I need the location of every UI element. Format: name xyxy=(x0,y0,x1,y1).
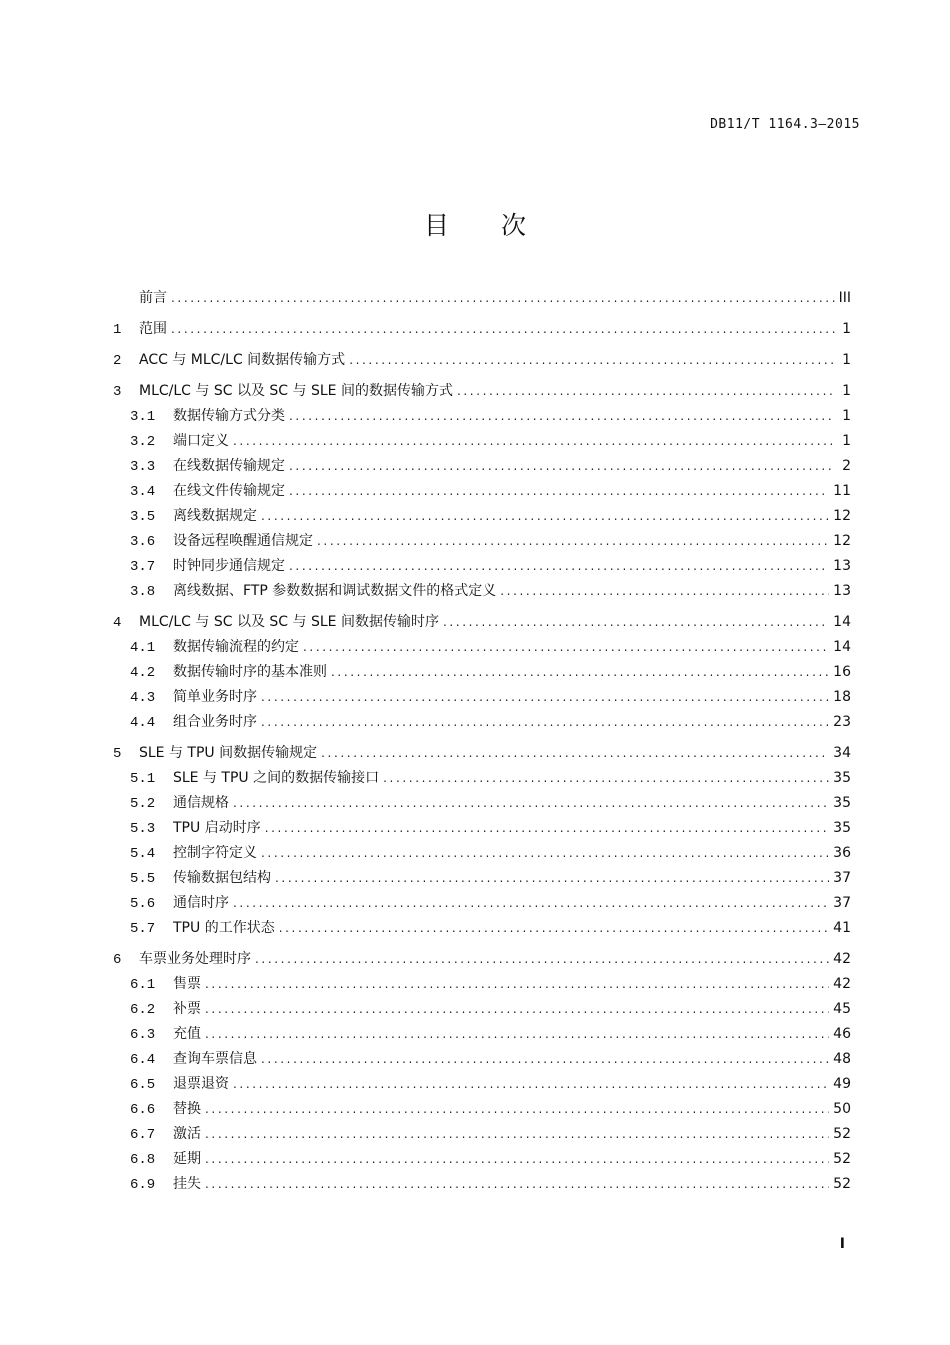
toc-entry-page: 13 xyxy=(833,558,851,574)
toc-entry-page: 12 xyxy=(833,533,851,549)
dot-leader xyxy=(457,384,835,398)
toc-entry-page: 1 xyxy=(842,352,851,368)
toc-entry-page: 13 xyxy=(833,583,851,599)
dot-leader xyxy=(261,509,829,523)
toc-entry-page: 14 xyxy=(833,639,851,655)
toc-entry-label: 在线数据传输规定 xyxy=(173,458,285,474)
toc-entry-number: 6.6 xyxy=(130,1102,156,1118)
toc-entry-page: 12 xyxy=(833,508,851,524)
toc-entry-page: 52 xyxy=(833,1126,851,1142)
dot-leader xyxy=(500,584,829,598)
toc-entry-label: SLE 与 TPU 之间的数据传输接口 xyxy=(173,770,380,786)
dot-leader xyxy=(321,746,829,760)
dot-leader xyxy=(349,353,835,367)
toc-entry-page: 35 xyxy=(833,820,851,836)
toc-entry[interactable] xyxy=(113,948,851,973)
toc-entry-number: 5.3 xyxy=(130,821,156,837)
toc-entry[interactable] xyxy=(113,580,851,605)
toc-entry-page: 1 xyxy=(842,408,851,424)
toc-entry-page: 11 xyxy=(833,483,851,499)
toc-entry[interactable] xyxy=(113,892,851,917)
toc-entry[interactable] xyxy=(113,636,851,661)
dot-leader xyxy=(233,896,829,910)
toc-entry-label: 离线数据、FTP 参数数据和调试数据文件的格式定义 xyxy=(173,583,497,599)
toc-entry[interactable] xyxy=(113,1023,851,1048)
toc-entry-page: 48 xyxy=(833,1051,851,1067)
toc-entry-label: 范围 xyxy=(139,321,167,337)
toc-entry[interactable] xyxy=(113,480,851,505)
dot-leader xyxy=(261,690,829,704)
toc-entry[interactable] xyxy=(113,349,851,374)
toc-entry-page: 36 xyxy=(833,845,851,861)
toc-entry-page: 49 xyxy=(833,1076,851,1092)
toc-entry[interactable] xyxy=(113,611,851,636)
toc-entry-page: 1 xyxy=(842,383,851,399)
toc-entry-label: 数据传输流程的约定 xyxy=(173,639,299,655)
toc-entry[interactable] xyxy=(113,711,851,736)
toc-entry-number: 6.7 xyxy=(130,1127,156,1143)
toc-entry[interactable] xyxy=(113,455,851,480)
toc-entry-number: 3.5 xyxy=(130,509,156,525)
toc-entry-label: MLC/LC 与 SC 以及 SC 与 SLE 间数据传输时序 xyxy=(139,614,439,630)
toc-entry-page: 37 xyxy=(833,870,851,886)
dot-leader xyxy=(261,1052,829,1066)
toc-entry-label: 挂失 xyxy=(173,1176,201,1192)
toc-entry-number: 5.5 xyxy=(130,871,156,887)
toc-entry-number: 6.5 xyxy=(130,1077,156,1093)
toc-entry-number: 3 xyxy=(113,384,122,400)
toc-entry-number: 4.1 xyxy=(130,640,156,656)
dot-leader xyxy=(205,1002,829,1016)
toc-entry-page: 2 xyxy=(842,458,851,474)
toc-entry-page: 16 xyxy=(833,664,851,680)
toc-entry-page: 50 xyxy=(833,1101,851,1117)
toc-entry-page: 45 xyxy=(833,1001,851,1017)
toc-entry-page: 52 xyxy=(833,1151,851,1167)
toc-entry-page: 35 xyxy=(833,770,851,786)
toc-entry[interactable] xyxy=(113,1048,851,1073)
page-number: I xyxy=(839,1236,845,1252)
toc-entry-page: 23 xyxy=(833,714,851,730)
toc-entry[interactable] xyxy=(113,430,851,455)
dot-leader xyxy=(443,615,829,629)
toc-entry[interactable] xyxy=(113,380,851,405)
toc-entry-number: 1 xyxy=(113,322,122,338)
toc-entry-page: 14 xyxy=(833,614,851,630)
toc-entry-label: 补票 xyxy=(173,1001,201,1017)
toc-entry-number: 3.1 xyxy=(130,409,156,425)
toc-entry-label: MLC/LC 与 SC 以及 SC 与 SLE 间的数据传输方式 xyxy=(139,383,453,399)
toc-entry-page: 52 xyxy=(833,1176,851,1192)
toc-entry-number: 5.2 xyxy=(130,796,156,812)
dot-leader xyxy=(289,559,829,573)
toc-entry[interactable] xyxy=(113,287,851,312)
toc-entry-page: 34 xyxy=(833,745,851,761)
dot-leader xyxy=(303,640,829,654)
toc-entry-number: 3.6 xyxy=(130,534,156,550)
toc-entry[interactable] xyxy=(113,742,851,767)
toc-entry-number: 3.8 xyxy=(130,584,156,600)
toc-entry-number: 2 xyxy=(113,353,122,369)
toc-entry-label: SLE 与 TPU 间数据传输规定 xyxy=(139,745,318,761)
toc-entry-page: 35 xyxy=(833,795,851,811)
toc-entry[interactable] xyxy=(113,1123,851,1148)
dot-leader xyxy=(233,796,829,810)
dot-leader xyxy=(275,871,829,885)
toc-entry-number: 6.4 xyxy=(130,1052,156,1068)
toc-entry-number: 5.6 xyxy=(130,896,156,912)
page-title: 目 次 xyxy=(424,211,548,240)
toc-entry-number: 5.1 xyxy=(130,771,156,787)
toc-entry-label: 数据传输时序的基本准则 xyxy=(173,664,327,680)
toc-entry[interactable] xyxy=(113,817,851,842)
dot-leader xyxy=(205,977,829,991)
dot-leader xyxy=(171,322,835,336)
toc-entry-label: 在线文件传输规定 xyxy=(173,483,285,499)
toc-entry-number: 4 xyxy=(113,615,122,631)
dot-leader xyxy=(265,821,829,835)
toc-entry-number: 3.2 xyxy=(130,434,156,450)
toc-entry-number: 6.2 xyxy=(130,1002,156,1018)
toc-entry-number: 4.3 xyxy=(130,690,156,706)
toc-entry[interactable] xyxy=(113,1148,851,1173)
dot-leader xyxy=(205,1152,829,1166)
dot-leader xyxy=(261,715,829,729)
toc-entry-number: 4.4 xyxy=(130,715,156,731)
toc-entry-number: 3.4 xyxy=(130,484,156,500)
toc-entry[interactable] xyxy=(113,998,851,1023)
toc-entry[interactable] xyxy=(113,767,851,792)
toc-entry-number: 5.4 xyxy=(130,846,156,862)
toc-entry-page: III xyxy=(838,290,851,306)
toc-entry[interactable] xyxy=(113,867,851,892)
toc-entry-page: 37 xyxy=(833,895,851,911)
toc-entry-page: 46 xyxy=(833,1026,851,1042)
toc-entry-label: 组合业务时序 xyxy=(173,714,257,730)
toc-entry-number: 5 xyxy=(113,746,122,762)
toc-entry-page: 42 xyxy=(833,976,851,992)
toc-entry[interactable] xyxy=(113,842,851,867)
dot-leader xyxy=(205,1027,829,1041)
toc-entry-label: 传输数据包结构 xyxy=(173,870,271,886)
toc-entry-number: 6.3 xyxy=(130,1027,156,1043)
toc-entry-label: 通信规格 xyxy=(173,795,229,811)
toc-entry[interactable] xyxy=(113,530,851,555)
toc-entry-label: 通信时序 xyxy=(173,895,229,911)
toc-entry-label: 充值 xyxy=(173,1026,201,1042)
toc-entry-label: 控制字符定义 xyxy=(173,845,257,861)
dot-leader xyxy=(171,291,835,305)
toc-entry[interactable] xyxy=(113,1098,851,1123)
toc-entry-label: TPU 启动时序 xyxy=(173,820,261,836)
dot-leader xyxy=(233,434,835,448)
toc-entry-label: ACC 与 MLC/LC 间数据传输方式 xyxy=(139,352,346,368)
toc-entry-number: 6.8 xyxy=(130,1152,156,1168)
dot-leader xyxy=(317,534,829,548)
dot-leader xyxy=(205,1127,829,1141)
table-of-contents xyxy=(113,287,851,1198)
toc-entry-page: 41 xyxy=(833,920,851,936)
dot-leader xyxy=(205,1102,829,1116)
toc-entry-label: 激活 xyxy=(173,1126,201,1142)
toc-entry-label: 离线数据规定 xyxy=(173,508,257,524)
dot-leader xyxy=(331,665,829,679)
toc-entry-number: 3.7 xyxy=(130,559,156,575)
toc-entry[interactable] xyxy=(113,505,851,530)
toc-entry-label: 查询车票信息 xyxy=(173,1051,257,1067)
toc-entry[interactable] xyxy=(113,1173,851,1198)
toc-entry-label: TPU 的工作状态 xyxy=(173,920,275,936)
toc-entry-label: 前言 xyxy=(139,290,167,306)
toc-entry[interactable] xyxy=(113,686,851,711)
document-code: DB11/T 1164.3—2015 xyxy=(710,117,860,132)
dot-leader xyxy=(255,952,829,966)
toc-entry-label: 替换 xyxy=(173,1101,201,1117)
toc-entry-label: 退票退资 xyxy=(173,1076,229,1092)
toc-entry-page: 18 xyxy=(833,689,851,705)
dot-leader xyxy=(233,1077,829,1091)
toc-entry-page: 1 xyxy=(842,433,851,449)
toc-entry-label: 时钟同步通信规定 xyxy=(173,558,285,574)
toc-entry[interactable] xyxy=(113,1073,851,1098)
toc-entry-page: 1 xyxy=(842,321,851,337)
dot-leader xyxy=(383,771,829,785)
toc-entry-number: 5.7 xyxy=(130,921,156,937)
toc-entry[interactable] xyxy=(113,792,851,817)
dot-leader xyxy=(279,921,829,935)
toc-entry-label: 售票 xyxy=(173,976,201,992)
dot-leader xyxy=(289,459,835,473)
toc-entry-label: 简单业务时序 xyxy=(173,689,257,705)
toc-entry[interactable] xyxy=(113,555,851,580)
toc-entry-label: 数据传输方式分类 xyxy=(173,408,285,424)
dot-leader xyxy=(289,409,835,423)
toc-entry[interactable] xyxy=(113,318,851,343)
dot-leader xyxy=(289,484,829,498)
toc-entry[interactable] xyxy=(113,661,851,686)
toc-entry-label: 设备远程唤醒通信规定 xyxy=(173,533,313,549)
toc-entry[interactable] xyxy=(113,405,851,430)
toc-entry-label: 车票业务处理时序 xyxy=(139,951,251,967)
toc-entry-number: 6.9 xyxy=(130,1177,156,1193)
toc-entry[interactable] xyxy=(113,973,851,998)
dot-leader xyxy=(261,846,829,860)
toc-entry[interactable] xyxy=(113,917,851,942)
toc-entry-page: 42 xyxy=(833,951,851,967)
toc-entry-number: 6 xyxy=(113,952,122,968)
toc-entry-label: 端口定义 xyxy=(173,433,229,449)
toc-entry-label: 延期 xyxy=(173,1151,201,1167)
toc-entry-number: 4.2 xyxy=(130,665,156,681)
toc-entry-number: 3.3 xyxy=(130,459,156,475)
dot-leader xyxy=(205,1177,829,1191)
toc-entry-number: 6.1 xyxy=(130,977,156,993)
